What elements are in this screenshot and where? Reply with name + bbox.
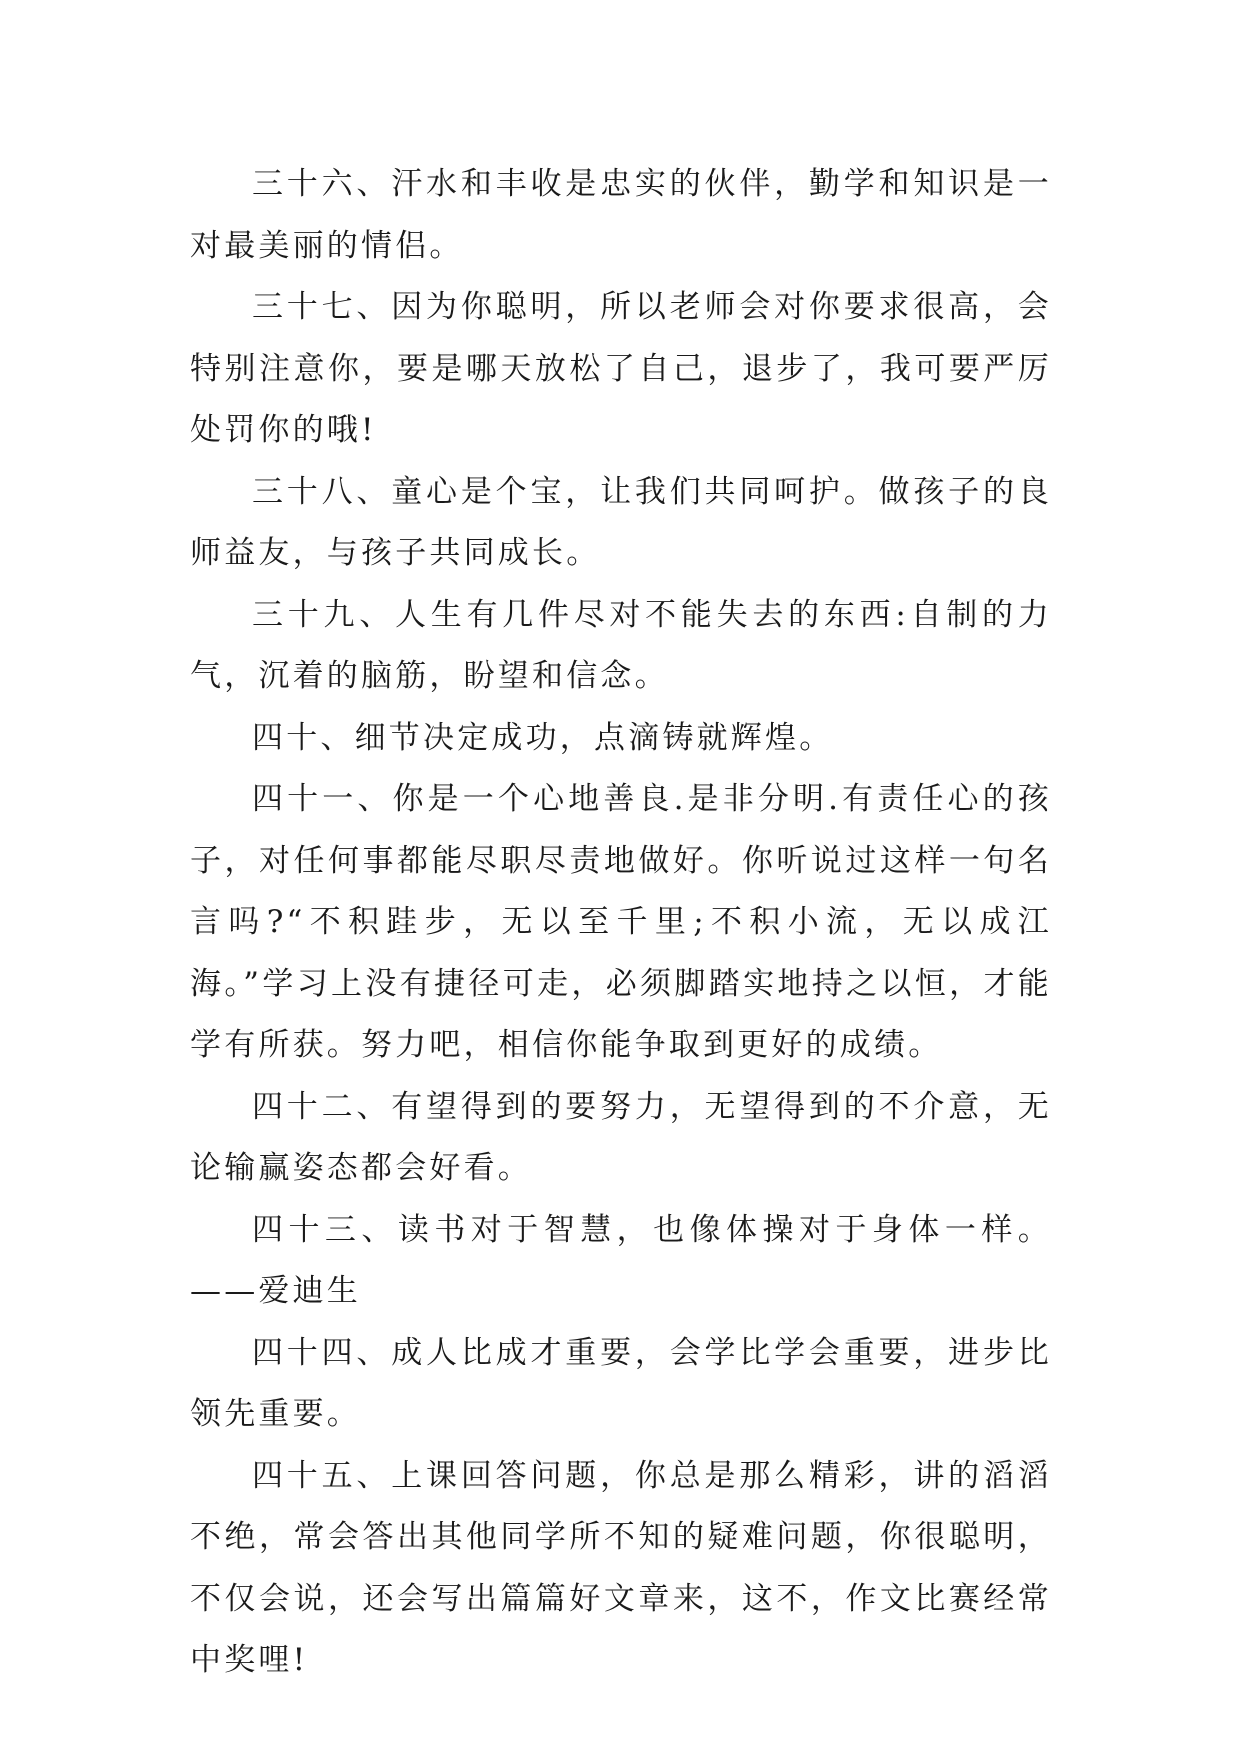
- document-body: [190, 154, 1052, 1692]
- paragraph-42: 四十二、有望得到的要努力，无望得到的不介意，无论输赢姿态都会好看。: [190, 1088, 1052, 1186]
- paragraph-36: 三十六、汗水和丰收是忠实的伙伴，勤学和知识是一对最美丽的情侣。: [190, 166, 1052, 264]
- paragraph-40: 四十、细节决定成功，点滴铸就辉煌。: [252, 719, 834, 756]
- paragraph-37: 三十七、因为你聪明，所以老师会对你要求很高，会特别注意你，要是哪天放松了自己，退步了，我可要严厉处罚你的哦!: [190, 289, 1052, 448]
- paragraph-39: 三十九、人生有几件尽对不能失去的东西:自制的力气，沉着的脑筋，盼望和信念。: [190, 596, 1052, 694]
- paragraph-41: 四十一、你是一个心地善良.是非分明.有责任心的孩子，对任何事都能尽职尽责地做好。你听说过这样一句名言吗?“不积跬步，无以至千里;不积小流，无以成江海。”学习上没有捷径可走，必须脚踏实地持之以恒，才能学有所获。努力吧，相信你能争取到更好的成绩。: [190, 781, 1052, 1063]
- paragraph-43: 四十三、读书对于智慧，也像体操对于身体一样。——爱迪生: [190, 1211, 1052, 1309]
- paragraph-38: 三十八、童心是个宝，让我们共同呵护。做孩子的良师益友，与孩子共同成长。: [190, 473, 1052, 571]
- paragraph-44: 四十四、成人比成才重要，会学比学会重要，进步比领先重要。: [190, 1334, 1052, 1432]
- paragraph-45: 四十五、上课回答问题，你总是那么精彩，讲的滔滔不绝，常会答出其他同学所不知的疑难问题，你很聪明，不仅会说，还会写出篇篇好文章来，这不，作文比赛经常中奖哩!: [190, 1457, 1052, 1678]
